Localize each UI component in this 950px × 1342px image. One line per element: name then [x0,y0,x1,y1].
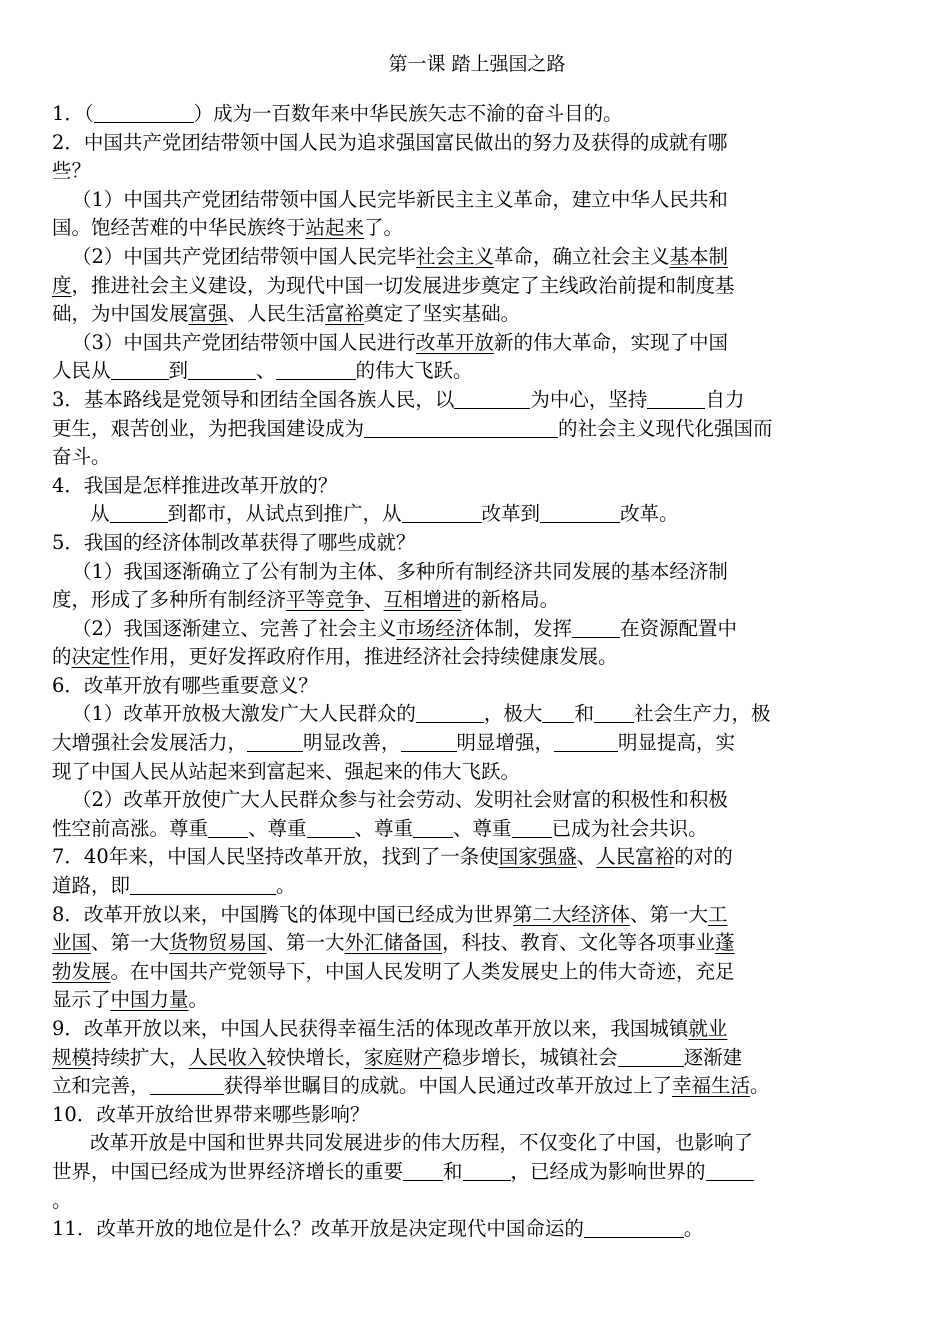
text-line [52,672,902,701]
fill-in-blank[interactable] [463,1158,511,1181]
text-line [52,786,902,815]
text-line [52,1187,902,1216]
text-line [52,1072,902,1101]
line-text: 为中心，坚持 [530,387,648,411]
fill-in-blank[interactable] [94,100,194,123]
line-text: 。 [276,874,296,898]
line-text: 6．改革开放有哪些重要意义？ [52,673,318,697]
text-line [52,700,902,729]
line-text: 。 [683,1217,704,1241]
fill-in-blank[interactable] [512,815,552,838]
underlined-answer: 改革开放 [415,330,494,354]
fill-in-blank[interactable] [403,1158,443,1181]
line-text: 改革开放是中国和世界共同发展进步的伟大历程，不仅变化了中国，也影响了 [90,1131,754,1155]
line-text: 、 [256,359,276,383]
fill-in-blank[interactable] [307,815,355,838]
line-text: （2）改革开放使广大人民群众参与社会劳动、发明社会财富的积极性和积极 [72,788,728,812]
fill-in-blank[interactable] [247,729,303,752]
underlined-answer: 人民收入 [188,1045,267,1069]
line-text: 逐渐建 [683,1045,743,1069]
line-text: 、第一大 [629,902,708,926]
line-text: 奠定了坚实基础。 [364,302,521,326]
text-line [52,615,902,644]
line-text: 、尊重 [248,816,307,840]
line-text: 、人民生活 [227,302,326,326]
underlined-answer: 第二大经济体 [512,902,630,926]
line-text: 大增强社会发展活力， [52,731,248,755]
underlined-answer: 人民富裕 [596,845,675,869]
fill-in-blank[interactable] [150,1072,224,1095]
text-line [52,214,902,243]
line-text: 5．我国的经济体制改革获得了哪些成就？ [52,530,416,554]
text-line [52,1129,902,1158]
line-text: 明显改善， [303,731,401,755]
line-text: 到 [168,359,189,383]
underlined-answer: 工 [707,902,728,926]
line-text: 体制，发挥 [474,616,572,640]
line-text: 明显增强， [456,731,555,755]
text-line [52,815,902,844]
line-text: 。 [750,1074,770,1098]
fill-in-blank[interactable] [364,415,558,438]
fill-in-blank[interactable] [540,500,620,523]
line-text: （2）中国共产党团结带领中国人民完毕 [72,244,416,268]
line-text: 。 [188,988,209,1012]
line-text: 、第一大 [266,931,345,955]
fill-in-blank[interactable] [130,872,276,895]
line-text: 性空前高涨。尊重 [52,816,209,840]
text-line [52,1101,902,1130]
line-text: 7．40年来，中国人民坚持改革开放，找到了一条使 [52,845,499,869]
underlined-answer: 富裕 [325,302,365,326]
fill-in-blank[interactable] [554,729,618,752]
text-line [52,843,902,872]
line-text: 在资源配置中 [619,616,737,640]
text-line [52,443,902,472]
fill-in-blank[interactable] [208,815,248,838]
text-line [52,586,902,615]
line-text: ，科技、教育、文化等各项事业 [442,931,716,955]
line-text: 的新格局。 [461,588,560,612]
line-text: 、 [576,845,597,869]
line-text: 、第一大 [91,931,170,955]
line-text: 2．中国共产党团结带领中国人民为追求强国富民做出的努力及获得的成就有哪 [52,130,728,154]
line-text: 的伟大飞跃。 [355,359,473,383]
line-text: ，极大 [483,702,543,726]
line-text: 自力 [705,387,745,411]
text-line [52,329,902,358]
text-line [52,1158,902,1187]
text-line [52,300,902,329]
underlined-answer: 站起来 [305,216,365,240]
text-line [52,1215,902,1244]
underlined-answer: 规模 [52,1045,92,1069]
line-text: 度，形成了多种所有制经济 [52,588,287,612]
line-text: （1）中国共产党团结带领中国人民完毕新民主主义革命，建立中华人民共和 [72,187,728,211]
underlined-answer: 就业 [688,1017,728,1040]
line-text: 到都市，从试点到推广，从 [167,502,402,526]
text-line [52,643,902,672]
text-line [52,558,902,587]
line-text: 和 [443,1159,463,1183]
underlined-answer: 货物贸易国 [169,931,267,955]
fill-in-blank[interactable] [276,357,356,380]
underlined-answer: 决定性 [71,645,131,669]
text-line [52,243,902,272]
line-text: 。在中国共产党领导下，中国人民发明了人类发展史上的伟大奇迹，充足 [110,959,735,983]
underlined-answer: 家庭财产 [364,1045,443,1069]
fill-in-blank[interactable] [111,357,169,380]
line-text: （3）中国共产党团结带领中国人民进行 [72,330,416,354]
line-text: 8．改革开放以来，中国腾飞的体现中国已经成为世界 [52,902,513,926]
line-text: 了。 [364,216,404,240]
fill-in-blank[interactable] [647,386,705,409]
text-line [52,129,902,158]
text-line [52,958,902,987]
line-text: 社会生产力，极 [633,702,771,726]
underlined-answer: 中国力量 [110,988,189,1012]
line-text: 已成为社会共识。 [551,816,708,840]
text-line [52,986,902,1015]
fill-in-blank[interactable] [401,729,457,752]
line-text: 4．我国是怎样推进改革开放的？ [52,473,338,497]
line-text: 道路，即 [52,874,131,898]
underlined-answer: 国家强盛 [498,845,577,869]
fill-in-blank[interactable] [572,615,620,638]
text-line [52,100,902,129]
line-text: 和 [574,702,594,726]
underlined-answer: 度 [52,273,72,297]
line-text: 新的伟大革命，实现了中国 [493,330,728,354]
text-line [52,1015,902,1044]
line-text: 较快增长， [266,1045,365,1069]
line-text: 现了中国人民从站起来到富起来、强起来的伟大飞跃。 [52,759,521,783]
line-text: 奋斗。 [52,445,111,469]
line-text: 础，为中国发展 [52,302,189,326]
line-text: （1）改革开放极大激发广大人民群众的 [72,702,416,726]
text-line [52,186,902,215]
fill-in-blank[interactable] [706,1158,754,1181]
underlined-answer: 蓬 [715,931,735,955]
fill-in-blank[interactable] [402,500,482,523]
line-text: 立和完善， [52,1074,150,1098]
underlined-answer: 社会主义 [415,244,494,268]
line-text: 的对的 [674,845,733,869]
line-text: 、尊重 [453,816,512,840]
line-text: 、尊重 [354,816,414,840]
line-text: 明显提高，实 [618,731,736,755]
line-text: 国。饱经苦难的中华民族终于 [52,216,306,240]
underlined-answer: 幸福生活 [672,1074,751,1098]
underlined-answer: 基本制 [669,244,728,268]
text-line [52,729,902,758]
text-line [52,872,902,901]
line-text: ）成为一百数年来中华民族矢志不渝的奋斗目的。 [193,102,623,125]
line-text: 改革到 [481,502,541,526]
line-text: ，已经成为影响世界的 [510,1159,706,1183]
worksheet-body [52,100,902,1244]
line-text: 稳步增长，城镇社会 [442,1045,618,1069]
text-line [52,901,902,930]
line-text: 的 [52,645,72,669]
fill-in-blank[interactable] [413,815,453,838]
line-text: 3．基本路线是党领导和团结全国各族人民，以 [52,387,455,411]
text-line [52,929,902,958]
text-line [52,386,902,415]
line-text: 作用，更好发挥政府作用，推进经济社会持续健康发展。 [130,645,618,669]
text-line [52,472,902,501]
fill-in-blank[interactable] [188,357,256,380]
text-line [52,357,902,386]
text-line [52,272,902,301]
line-text: 10．改革开放给世界带来哪些影响？ [52,1102,370,1126]
line-text: 、 [364,588,384,612]
line-text: 更生，艰苦创业，为把我国建设成为 [52,416,365,440]
fill-in-blank[interactable] [110,500,168,523]
fill-in-blank[interactable] [416,700,484,723]
line-text: 9．改革开放以来，中国人民获得幸福生活的体现改革开放以来，我国城镇 [52,1017,689,1040]
text-line [52,157,902,186]
line-text: 人民从 [52,359,111,383]
line-text: 些？ [52,159,92,183]
text-line [52,415,902,444]
line-text: 从 [90,502,110,526]
underlined-answer: 互相增进 [383,588,462,612]
line-text: 1．（ [52,102,94,125]
line-text: 革命，确立社会主义 [493,244,670,268]
text-line [52,529,902,558]
underlined-answer: 勃发展 [52,959,111,983]
line-text: 改革。 [620,502,679,526]
line-text: （2）我国逐渐建立、完善了社会主义 [72,616,397,640]
underlined-answer: 平等竞争 [286,588,365,612]
worksheet-document [52,50,902,1244]
underlined-answer: 外汇储备国 [344,931,443,955]
text-line [52,500,902,529]
line-text: 持续扩大， [91,1045,189,1069]
fill-in-blank[interactable] [584,1215,684,1238]
underlined-answer: 富强 [188,302,228,326]
line-text: 获得举世瞩目的成就。中国人民通过改革开放过上了 [223,1074,673,1098]
text-line [52,758,902,787]
line-text: 世界，中国已经成为世界经济增长的重要 [52,1159,404,1183]
fill-in-blank[interactable] [594,700,634,723]
fill-in-blank[interactable] [618,1044,684,1067]
underlined-answer: 市场经济 [396,616,475,640]
page-title: 第一课 踏上强国之路 [388,53,566,75]
line-text: ，推进社会主义建设，为现代中国一切发展进步奠定了主线政治前提和制度基 [71,273,735,297]
line-text: 11．改革开放的地位是什么？改革开放是决定现代中国命运的 [52,1217,584,1241]
line-text: 。 [52,1188,72,1212]
line-text: （1）我国逐渐确立了公有制为主体、多种所有制经济共同发展的基本经济制 [72,559,728,583]
line-text: 的社会主义现代化强国而 [558,416,773,440]
underlined-answer: 业国 [52,931,92,955]
fill-in-blank[interactable] [542,700,574,723]
text-line [52,1044,902,1073]
line-text: 显示了 [52,988,111,1012]
fill-in-blank[interactable] [454,386,530,409]
